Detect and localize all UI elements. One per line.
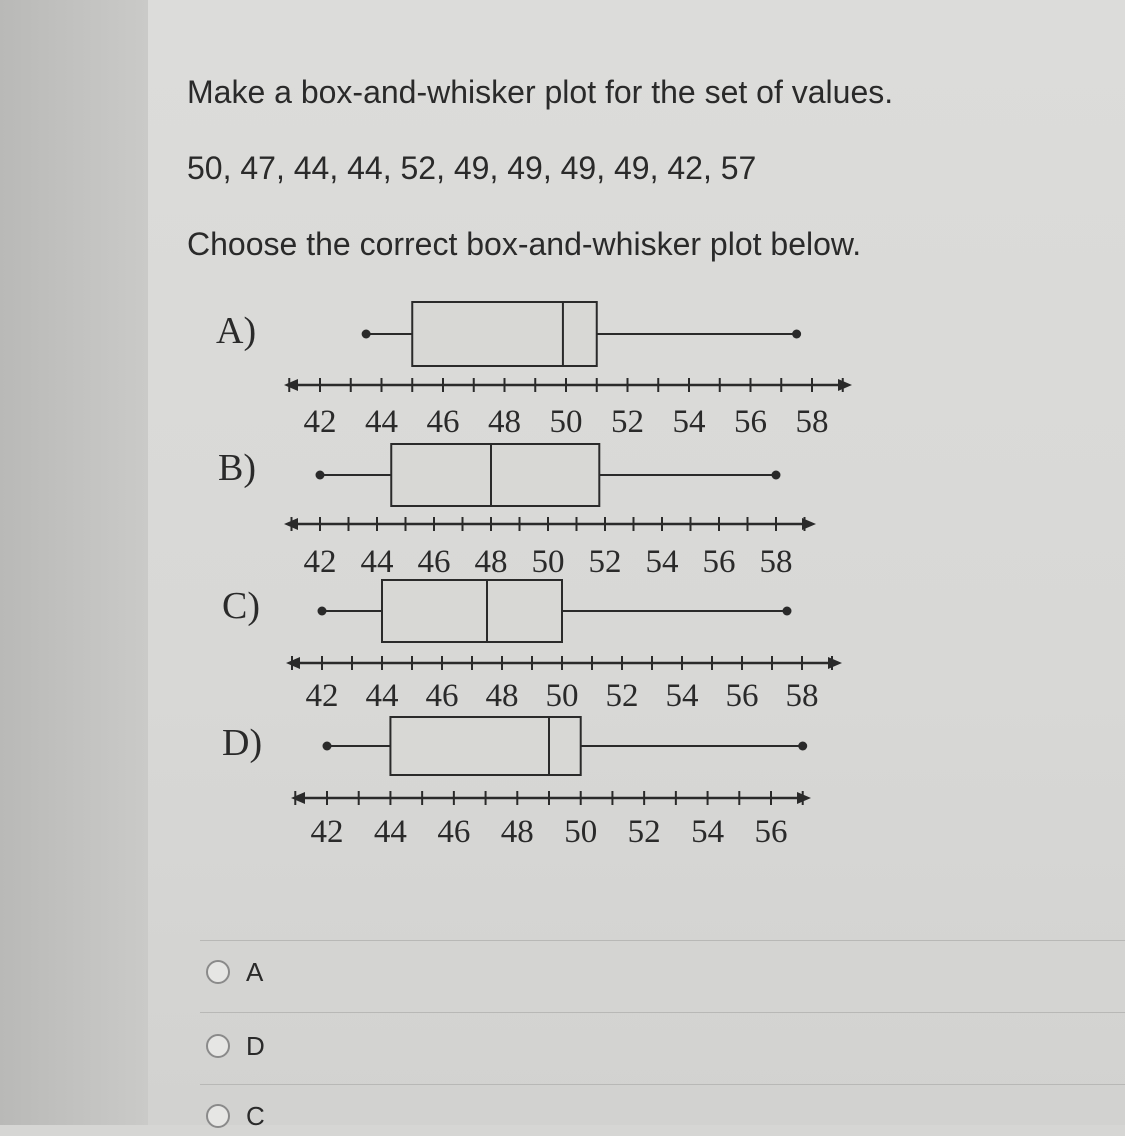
max-point bbox=[783, 607, 792, 616]
min-point bbox=[318, 607, 327, 616]
arrow-right bbox=[797, 792, 811, 804]
tick-label: 58 bbox=[759, 544, 793, 580]
tick-label: 42 bbox=[305, 678, 339, 714]
tick-label: 54 bbox=[645, 544, 679, 580]
tick-label: 48 bbox=[500, 814, 534, 850]
min-point bbox=[362, 330, 371, 339]
answer-label: C bbox=[246, 1100, 265, 1131]
tick-label: 46 bbox=[417, 544, 451, 580]
answer-option-c[interactable] bbox=[206, 1096, 265, 1136]
option-label: B) bbox=[218, 447, 256, 489]
tick-label: 46 bbox=[437, 814, 471, 850]
tick-label: 56 bbox=[725, 678, 759, 714]
radio-button[interactable] bbox=[206, 1104, 230, 1128]
arrow-right bbox=[828, 657, 842, 669]
tick-label: 54 bbox=[672, 404, 706, 440]
arrow-right bbox=[838, 379, 852, 391]
tick-label: 52 bbox=[627, 814, 661, 850]
tick-label: 58 bbox=[785, 678, 819, 714]
max-point bbox=[772, 471, 781, 480]
box bbox=[412, 302, 597, 366]
arrow-left bbox=[291, 792, 305, 804]
box bbox=[390, 717, 580, 775]
divider bbox=[200, 1084, 1125, 1085]
answer-label: D bbox=[246, 1030, 265, 1061]
answer-option-d[interactable] bbox=[206, 1026, 265, 1066]
option-label: A) bbox=[216, 310, 257, 352]
tick-label: 54 bbox=[691, 814, 725, 850]
tick-label: 48 bbox=[474, 544, 508, 580]
option-label: D) bbox=[222, 722, 263, 764]
tick-label: 42 bbox=[303, 544, 337, 580]
question-title: Make a box-and-whisker plot for the set of values. bbox=[187, 74, 894, 110]
tick-label: 56 bbox=[702, 544, 736, 580]
tick-label: 54 bbox=[665, 678, 699, 714]
divider bbox=[200, 940, 1125, 941]
arrow-left bbox=[284, 379, 298, 391]
tick-label: 52 bbox=[605, 678, 639, 714]
tick-label: 44 bbox=[373, 814, 407, 850]
min-point bbox=[323, 742, 332, 751]
max-point bbox=[792, 330, 801, 339]
tick-label: 50 bbox=[545, 678, 579, 714]
tick-label: 48 bbox=[488, 404, 521, 440]
radio-button[interactable] bbox=[206, 1034, 230, 1058]
radio-button[interactable] bbox=[206, 960, 230, 984]
divider bbox=[200, 1012, 1125, 1013]
tick-label: 44 bbox=[365, 678, 399, 714]
tick-label: 46 bbox=[425, 678, 459, 714]
tick-label: 56 bbox=[734, 404, 767, 440]
tick-label: 42 bbox=[303, 404, 337, 440]
tick-label: 52 bbox=[611, 404, 644, 440]
option-label: C) bbox=[222, 585, 260, 627]
tick-label: 44 bbox=[365, 404, 398, 440]
tick-label: 42 bbox=[310, 814, 344, 850]
box bbox=[391, 444, 599, 506]
min-point bbox=[316, 471, 325, 480]
answer-option-a[interactable] bbox=[206, 952, 263, 992]
tick-label: 46 bbox=[426, 404, 460, 440]
answer-label: A bbox=[246, 956, 264, 987]
question-values: 50, 47, 44, 44, 52, 49, 49, 49, 49, 42, 57 bbox=[187, 150, 757, 186]
max-point bbox=[798, 742, 807, 751]
tick-label: 50 bbox=[531, 544, 565, 580]
tick-label: 50 bbox=[549, 404, 583, 440]
box bbox=[382, 580, 562, 642]
tick-label: 48 bbox=[485, 678, 519, 714]
tick-label: 58 bbox=[795, 404, 829, 440]
tick-label: 52 bbox=[588, 544, 622, 580]
tick-label: 44 bbox=[360, 544, 394, 580]
question-prompt: Choose the correct box-and-whisker plot below. bbox=[187, 226, 862, 262]
tick-label: 50 bbox=[564, 814, 598, 850]
tick-label: 56 bbox=[754, 814, 788, 850]
